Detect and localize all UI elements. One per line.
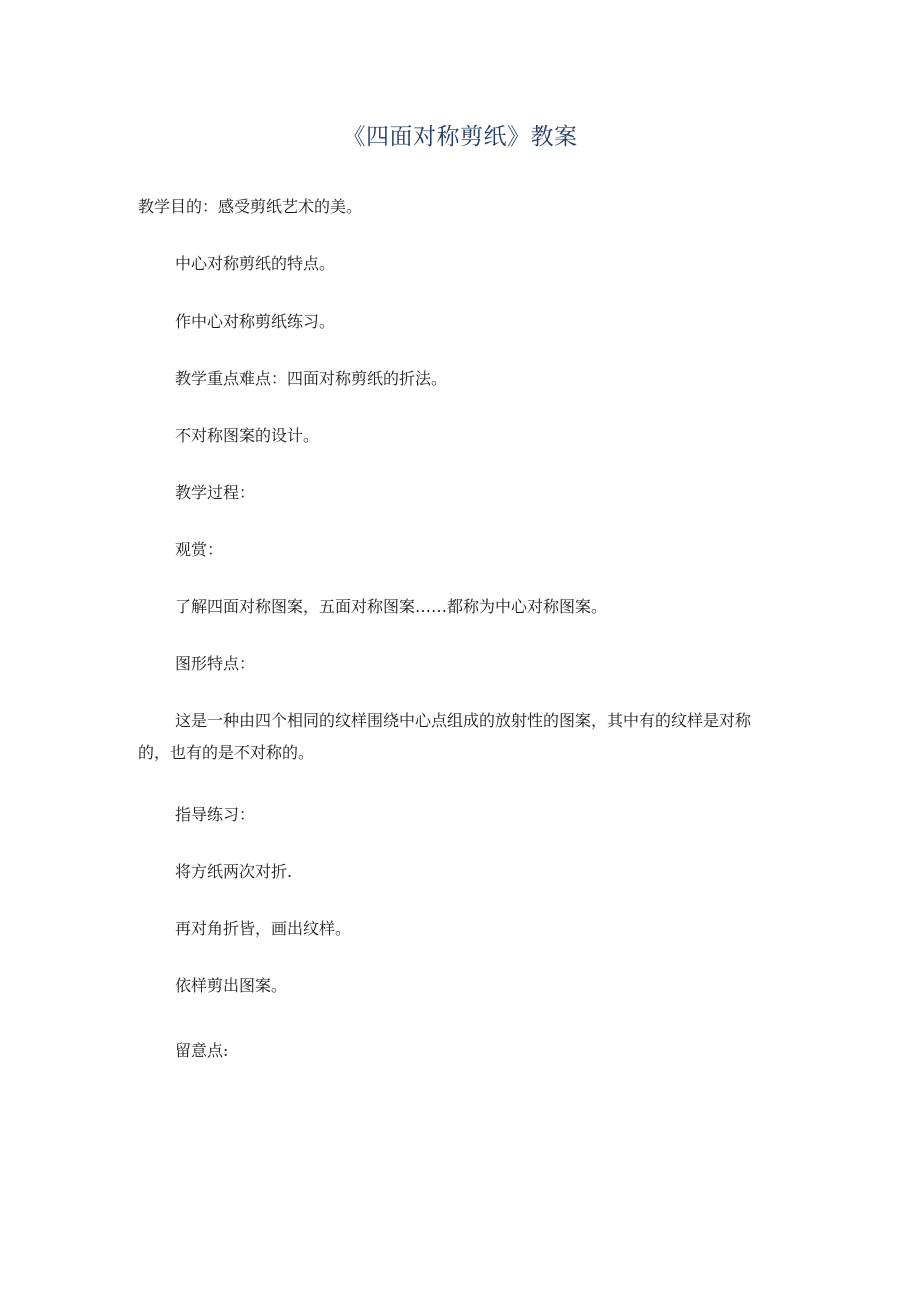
paragraph: 指导练习： [175,805,256,824]
paragraph: 图形特点： [175,654,256,673]
paragraph: 教学重点难点：四面对称剪纸的折法。 [175,369,448,388]
paragraph: 留意点: [175,1041,229,1060]
paragraph: 依样剪出图案。 [175,976,288,995]
paragraph: 中心对称剪纸的特点。 [175,254,336,273]
paragraph: 不对称图案的设计。 [175,426,320,445]
paragraph: 将方纸两次对折. [175,862,293,881]
document-title: 《四面对称剪纸》教案 [342,124,578,150]
paragraph: 观赏： [175,540,224,559]
paragraph: 教学过程： [175,483,256,502]
paragraph: 这是一种由四个相同的纹样围绕中心点组成的放射性的图案，其中有的纹样是对称的，也有的是不对称的。 [138,711,752,762]
paragraph: 了解四面对称图案，五面对称图案……都称为中心对称图案。 [175,597,608,616]
paragraph: 教学目的：感受剪纸艺术的美。 [138,197,363,216]
paragraph: 作中心对称剪纸练习。 [175,312,336,331]
paragraph: 再对角折皆，画出纹样。 [175,919,352,938]
